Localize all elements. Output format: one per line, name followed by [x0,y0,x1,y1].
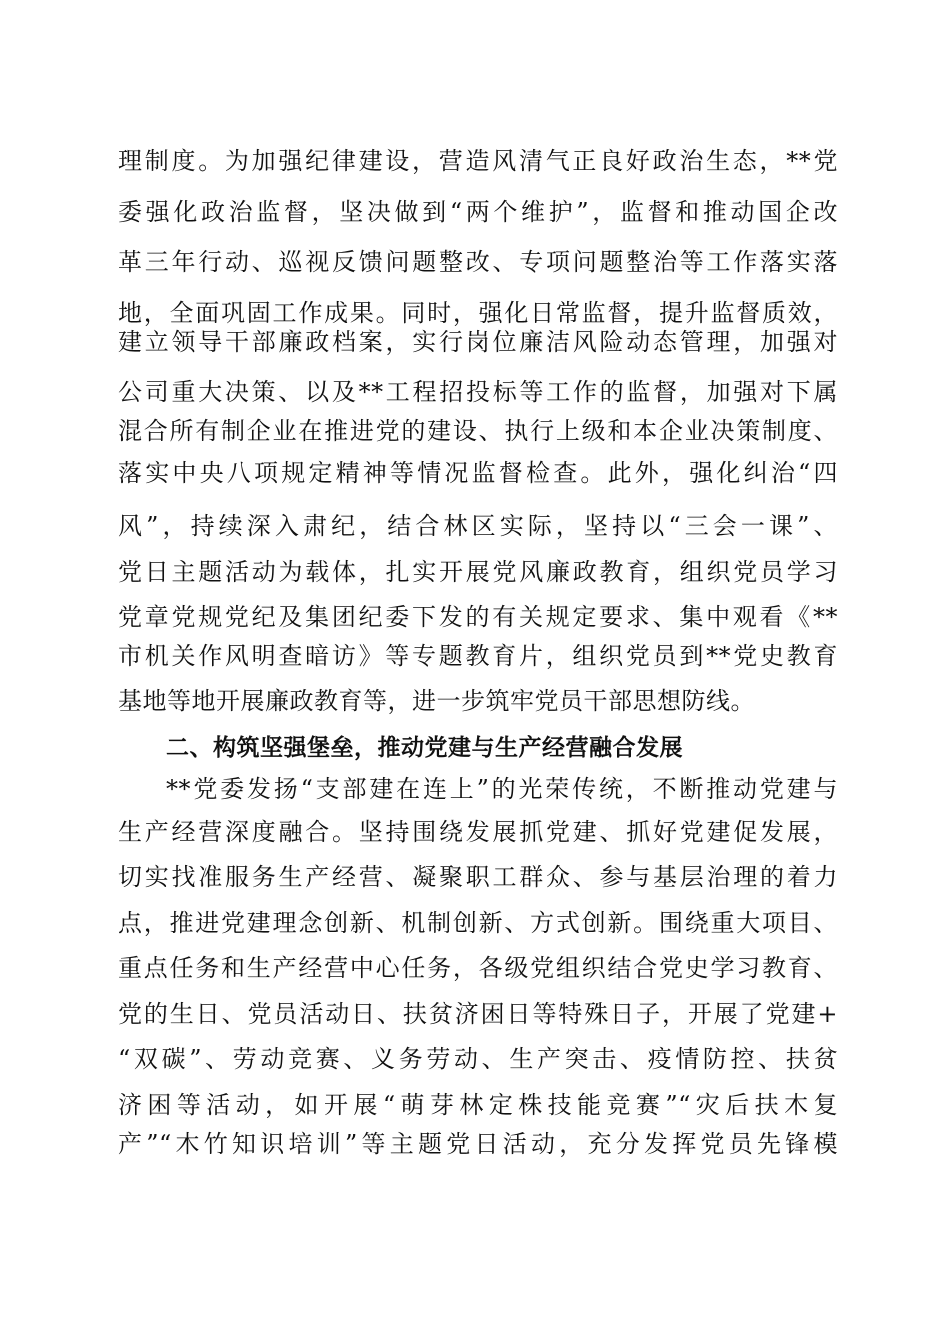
paragraph-line: 公司重大决策、以及**工程招投标等工作的监督，加强对下属 [118,378,838,406]
paragraph-line: 风”，持续深入肃纪，结合林区实际，坚持以“三会一课”、 [118,512,838,540]
paragraph-line: 建立领导干部廉政档案，实行岗位廉洁风险动态管理，加强对 [118,328,838,356]
paragraph-line: 市机关作风明查暗访》等专题教育片，组织党员到**党史教育 [118,642,838,670]
paragraph-line: 党日主题活动为载体，扎实开展党风廉政教育，组织党员学习 [118,558,838,586]
paragraph-line: 点，推进党建理念创新、机制创新、方式创新。围绕重大项目、 [118,909,838,937]
paragraph-line: 理制度。为加强纪律建设，营造风清气正良好政治生态，**党 [118,147,838,175]
paragraph-line: “双碳”、劳动竞赛、义务劳动、生产突击、疫情防控、扶贫 [118,1045,838,1073]
paragraph-line: 济困等活动，如开展“萌芽林定株技能竞赛”“灾后扶木复 [118,1091,838,1119]
paragraph-line: 地，全面巩固工作成果。同时，强化日常监督，提升监督质效， [118,299,838,327]
paragraph-line: 基地等地开展廉政教育等，进一步筑牢党员干部思想防线。 [118,687,755,715]
paragraph-line: **党委发扬“支部建在连上”的光荣传统，不断推动党建与 [166,775,838,803]
section-heading: 二、构筑坚强堡垒，推动党建与生产经营融合发展 [166,735,683,761]
paragraph-line: 重点任务和生产经营中心任务，各级党组织结合党史学习教育、 [118,954,838,982]
paragraph-line: 生产经营深度融合。坚持围绕发展抓党建、抓好党建促发展， [118,818,838,846]
paragraph-line: 革三年行动、巡视反馈问题整改、专项问题整治等工作落实落 [118,248,838,276]
paragraph-line: 党章党规党纪及集团纪委下发的有关规定要求、集中观看《** [118,603,838,631]
paragraph-line: 党的生日、党员活动日、扶贫济困日等特殊日子，开展了党建+ [118,1000,838,1028]
paragraph-line: 产”“木竹知识培训”等主题党日活动，充分发挥党员先锋模 [118,1130,838,1158]
paragraph-line: 委强化政治监督，坚决做到“两个维护”，监督和推动国企改 [118,198,838,226]
paragraph-line: 切实找准服务生产经营、凝聚职工群众、参与基层治理的着力 [118,863,838,891]
paragraph-line: 落实中央八项规定精神等情况监督检查。此外，强化纠治“四 [118,459,838,487]
paragraph-line: 混合所有制企业在推进党的建设、执行上级和本企业决策制度、 [118,417,838,445]
